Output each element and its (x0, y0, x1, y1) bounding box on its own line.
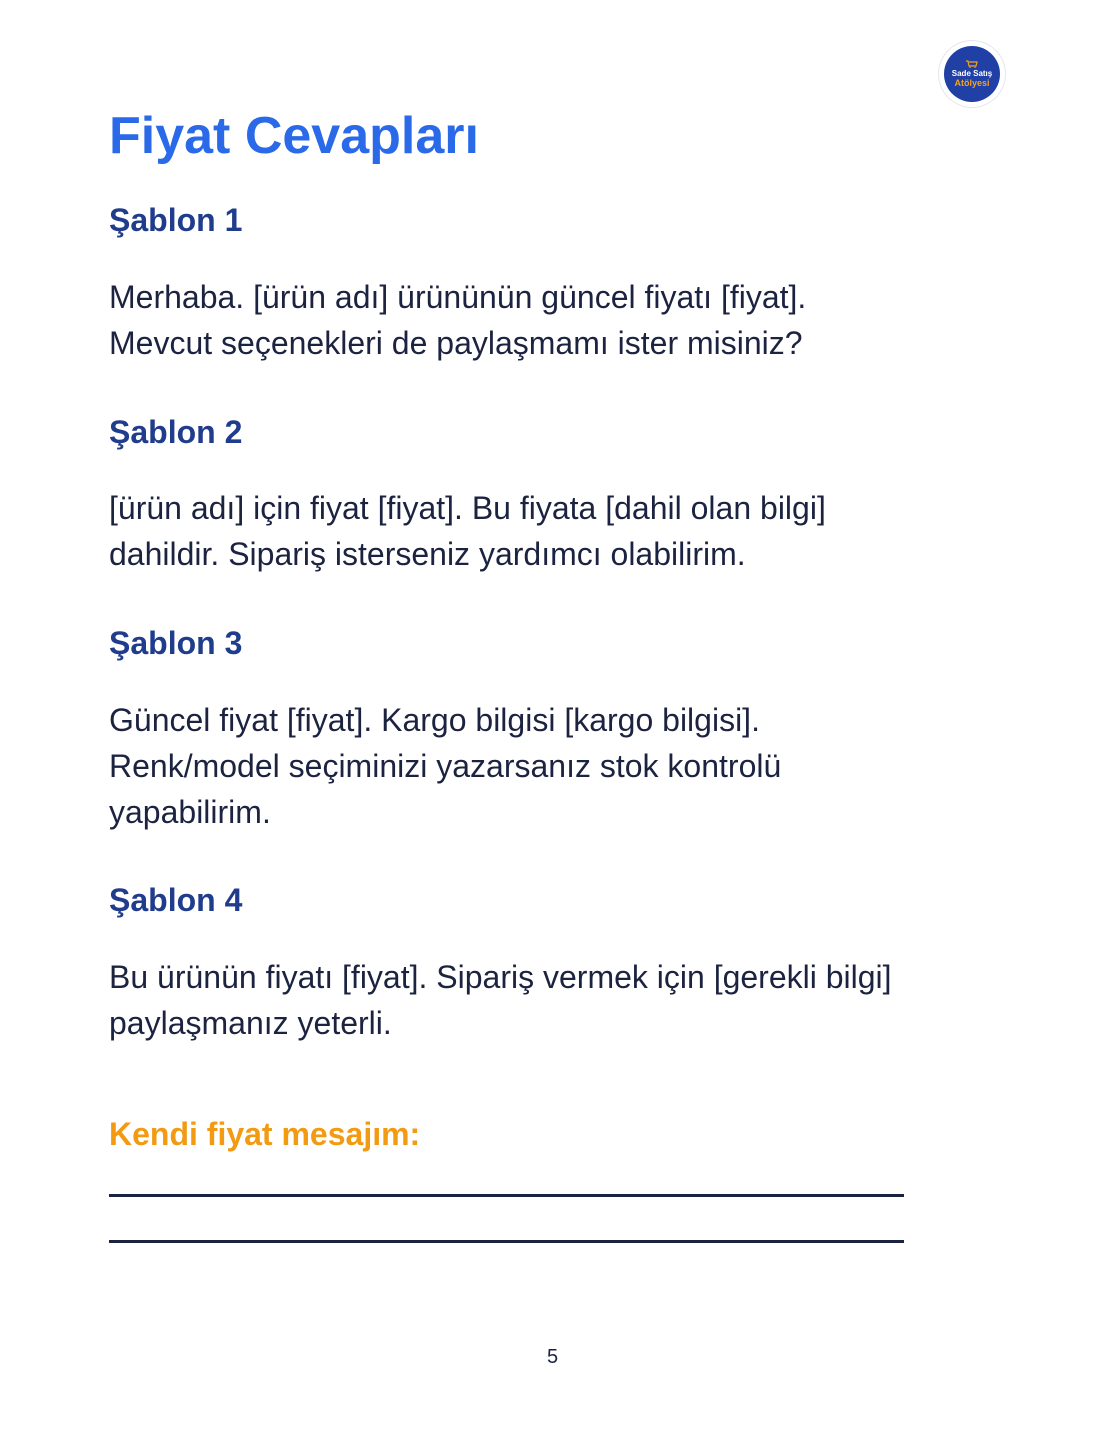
template-1-text (109, 274, 1009, 366)
template-2-text (109, 485, 1009, 577)
page-title: Fiyat Cevapları (109, 107, 479, 165)
template-2-line-1: [ürün adı] için fiyat [fiyat]. Bu fiyata [dahil olan bilgi] (109, 490, 826, 526)
brand-logo-line2: Atölyesi (954, 78, 990, 88)
writing-line-2 (109, 1240, 904, 1243)
template-1-line-2: Mevcut seçenekleri de paylaşmamı ister misiniz? (109, 325, 803, 361)
template-3-line-3: yapabilirim. (109, 794, 271, 830)
template-2-line-2: dahildir. Sipariş isterseniz yardımcı olabilirim. (109, 536, 746, 572)
brand-logo-badge (944, 46, 1000, 102)
template-1-heading: Şablon 1 (109, 202, 243, 238)
shopping-cart-icon (966, 60, 978, 68)
template-2-heading: Şablon 2 (109, 414, 243, 450)
template-4-heading: Şablon 4 (109, 882, 243, 918)
template-3-line-2: Renk/model seçiminizi yazarsanız stok kontrolü (109, 748, 782, 784)
template-4-text (109, 954, 1009, 1046)
template-3-line-1: Güncel fiyat [fiyat]. Kargo bilgisi [kargo bilgisi]. (109, 702, 760, 738)
template-3-text (109, 697, 1009, 835)
template-4-line-1: Bu ürünün fiyatı [fiyat]. Sipariş vermek için [gerekli bilgi] (109, 959, 892, 995)
writing-line-1 (109, 1194, 904, 1197)
template-4-line-2: paylaşmanız yeterli. (109, 1005, 392, 1041)
template-1-line-1: Merhaba. [ürün adı] ürününün güncel fiyatı [fiyat]. (109, 279, 807, 315)
template-3-heading: Şablon 3 (109, 625, 243, 661)
page-number: 5 (546, 1346, 559, 1368)
brand-logo (939, 41, 1005, 107)
brand-logo-line1: Sade Satış (951, 69, 993, 78)
own-message-label: Kendi fiyat mesajım: (109, 1116, 421, 1152)
